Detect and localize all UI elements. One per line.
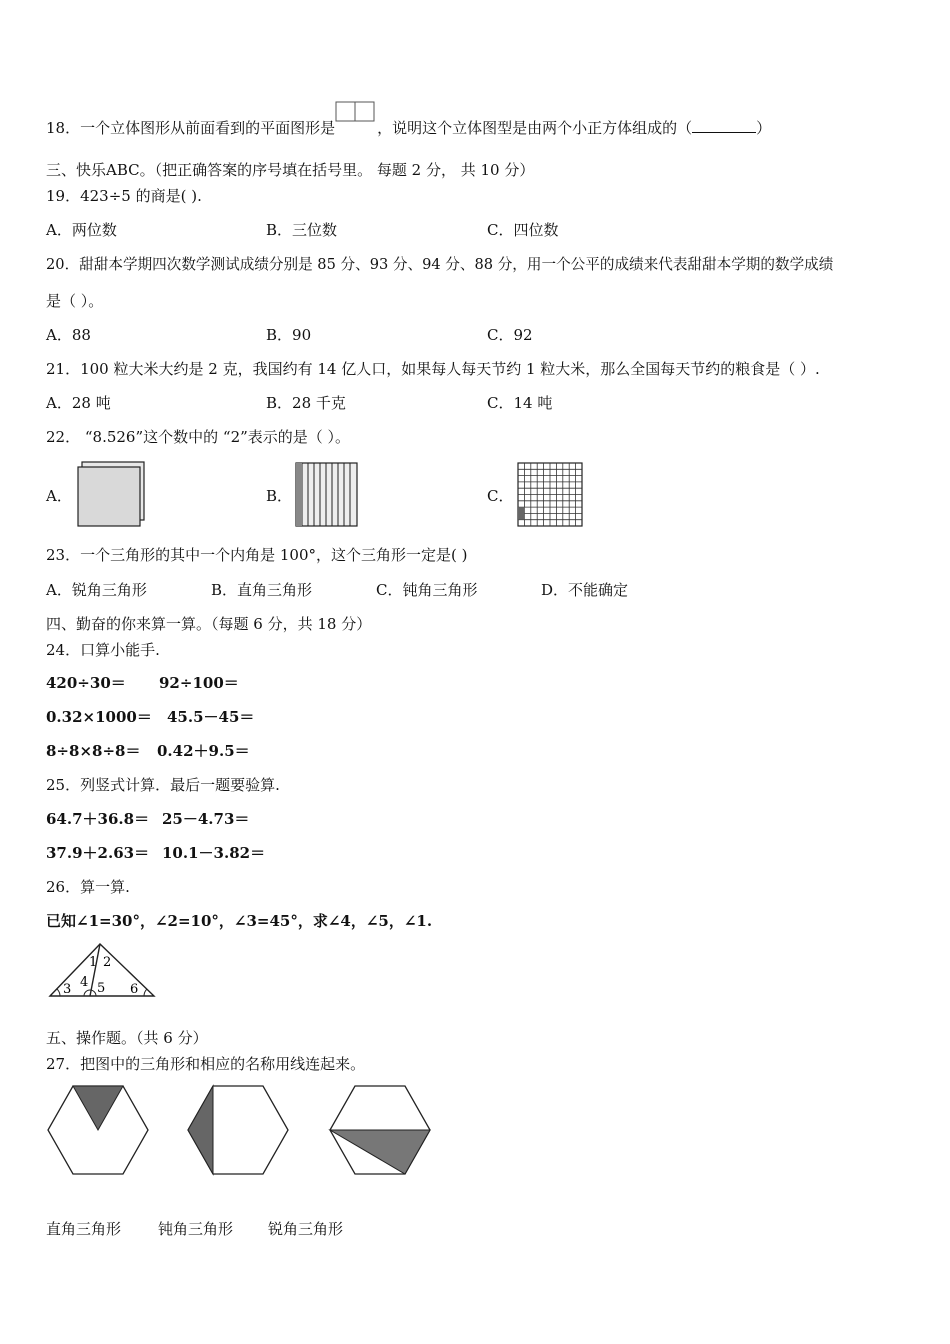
q18-prefix: 18．一个立体图形从前面看到的平面图形是 xyxy=(46,119,336,137)
question-18 xyxy=(46,115,771,138)
q24-expr: 0.42＋9.5＝ xyxy=(157,742,250,760)
q22-figure-a-square[interactable] xyxy=(77,462,147,528)
q18-end: ） xyxy=(756,119,772,137)
hexagon-figure-3[interactable] xyxy=(329,1084,433,1176)
triangle-name[interactable]: 直角三角形 xyxy=(46,1220,122,1238)
triangle-name[interactable]: 锐角三角形 xyxy=(268,1220,344,1238)
q24-expr: 45.5－45＝ xyxy=(167,708,255,726)
angle-label: 3 xyxy=(63,982,72,997)
question-23-stem: 23．一个三角形的其中一个内角是 100°，这个三角形一定是( ) xyxy=(46,546,468,564)
q21-option-c[interactable]: C．14 吨 xyxy=(487,394,553,412)
q24-expr: 0.32×1000＝ xyxy=(46,708,152,726)
question-20-stem-line2: 是（ ）。 xyxy=(46,292,104,310)
angle-label: 2 xyxy=(103,955,112,970)
question-21-stem: 21．100 粒大米大约是 2 克，我国约有 14 亿人口，如果每人每天节约 1 粒大米，那么全国每天节约的粮食是（ ）. xyxy=(46,360,820,378)
question-25-stem: 25．列竖式计算．最后一题要验算. xyxy=(46,776,280,794)
q23-option-d[interactable]: D．不能确定 xyxy=(541,581,629,599)
q25-expr: 64.7＋36.8＝ xyxy=(46,810,150,828)
question-26-stem: 26．算一算. xyxy=(46,878,130,896)
q22-option-c[interactable]: C． xyxy=(487,487,514,505)
angle-label: 5 xyxy=(97,981,106,996)
section-3-title: 三、快乐ABC。（把正确答案的序号填在括号里。 每题 2 分， 共 10 分） xyxy=(46,161,535,179)
q20-option-a[interactable]: A．88 xyxy=(46,326,91,344)
q23-option-a[interactable]: A．锐角三角形 xyxy=(46,581,147,599)
section-5-title: 五、操作题。（共 6 分） xyxy=(46,1029,208,1047)
angle-label: 1 xyxy=(89,955,98,970)
triangle-name[interactable]: 钝角三角形 xyxy=(158,1220,234,1238)
q22-option-a[interactable]: A． xyxy=(46,487,72,505)
front-view-figure xyxy=(335,115,375,135)
q20-option-c[interactable]: C．92 xyxy=(487,326,533,344)
q20-option-b[interactable]: B．90 xyxy=(266,326,312,344)
q19-option-c[interactable]: C．四位数 xyxy=(487,221,559,239)
q19-option-a[interactable]: A．两位数 xyxy=(46,221,117,239)
question-24-stem: 24．口算小能手. xyxy=(46,641,160,659)
question-20-stem-line1: 20．甜甜本学期四次数学测试成绩分别是 85 分、93 分、94 分、88 分，用一个公平的成绩来代表甜甜本学期的数学成绩 xyxy=(46,256,834,273)
q18-suffix: ，说明这个立体图型是由两个小正方体组成的（ xyxy=(377,119,693,137)
hexagon-figure-2[interactable] xyxy=(187,1084,291,1176)
q24-expr: 92÷100＝ xyxy=(159,674,239,692)
question-22-stem: 22． “8.526”这个数中的 “2”表示的是（ ）。 xyxy=(46,428,351,446)
q21-option-b[interactable]: B．28 千克 xyxy=(266,394,346,412)
section-4-title: 四、勤奋的你来算一算。（每题 6 分，共 18 分） xyxy=(46,615,372,633)
q19-option-b[interactable]: B．三位数 xyxy=(266,221,338,239)
q23-option-c[interactable]: C．钝角三角形 xyxy=(376,581,478,599)
question-27-stem: 27．把图中的三角形和相应的名称用线连起来。 xyxy=(46,1055,366,1073)
answer-blank[interactable] xyxy=(692,118,756,133)
q25-expr: 37.9＋2.63＝ xyxy=(46,844,150,862)
q25-expr: 10.1－3.82＝ xyxy=(162,844,266,862)
q25-expr: 25－4.73＝ xyxy=(162,810,250,828)
q24-expr: 420÷30＝ xyxy=(46,674,126,692)
q24-expr: 8÷8×8÷8＝ xyxy=(46,742,141,760)
angle-triangle-diagram xyxy=(48,942,158,998)
hexagon-figure-1[interactable] xyxy=(47,1084,151,1176)
q26-given: 已知∠1=30°，∠2=10°，∠3=45°，求∠4，∠5，∠1. xyxy=(46,912,433,930)
q22-figure-c-grid[interactable] xyxy=(517,462,585,528)
question-19-stem: 19．423÷5 的商是( ). xyxy=(46,187,202,205)
q23-option-b[interactable]: B．直角三角形 xyxy=(211,581,313,599)
angle-label: 4 xyxy=(80,975,89,990)
q22-figure-b-strips[interactable] xyxy=(295,462,359,528)
angle-label: 6 xyxy=(130,982,139,997)
q21-option-a[interactable]: A．28 吨 xyxy=(46,394,111,412)
q22-option-b[interactable]: B． xyxy=(266,487,293,505)
